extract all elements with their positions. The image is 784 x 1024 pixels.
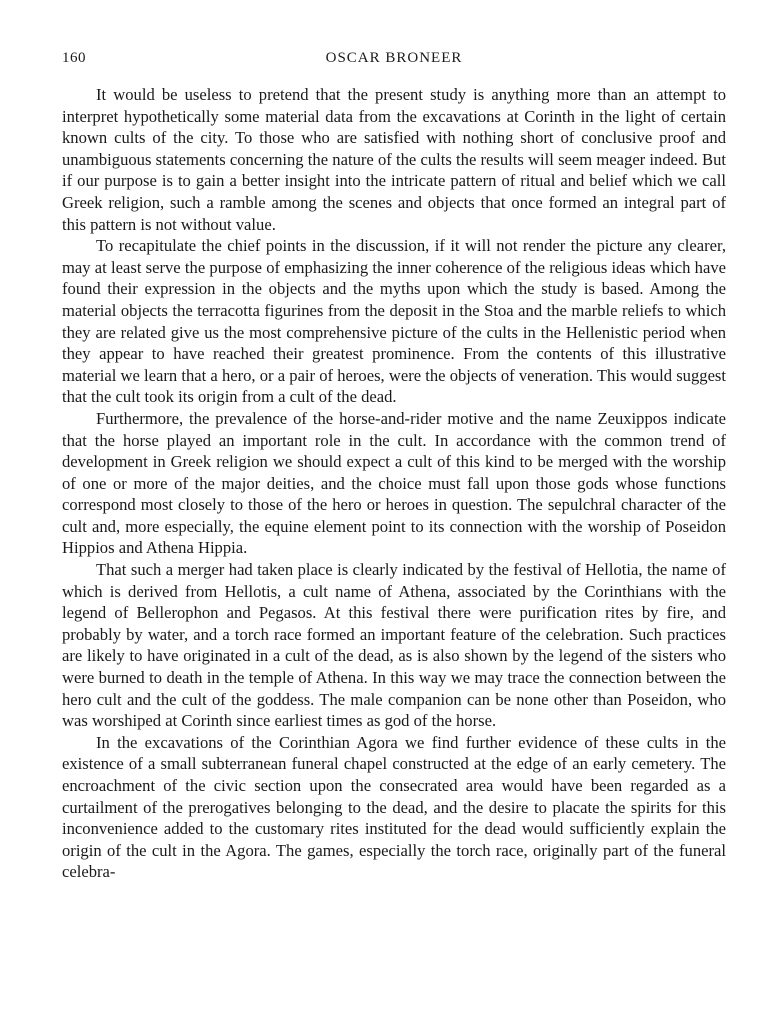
body-text [62, 84, 726, 883]
paragraph-3: Furthermore, the prevalence of the horse-and-rider motive and the name Zeuxippos indicate that the horse played an important role in the cult. In accordance with the common trend of development in Greek religion we should expect a cult of this kind to be merged with the worship of one or more of the major deities, and the choice must fall upon those gods whose functions correspond most closely to those of the hero or heroes in question. The sepulchral character of the cult and, more especially, the equine element point to its connection with the worship of Poseidon Hippios and Athena Hippia. [62, 408, 726, 558]
page-number: 160 [62, 50, 86, 66]
running-head [62, 46, 726, 72]
paragraph-4: That such a merger had taken place is clearly indicated by the festival of Hellotia, the name of which is derived from Hellotis, a cult name of Athena, associated by the Corinthians with the legend of Bellerophon and Pegasos. At this festival there were purification rites by fire, and probably by water, and a torch race formed an important feature of the celebration. Such practices are likely to have originated in a cult of the dead, as is also shown by the legend of the sisters who were burned to death in the temple of Athena. In this way we may trace the connection between the hero cult and the cult of the goddess. The male companion can be none other than Poseidon, who was worshiped at Corinth since earliest times as god of the horse. [62, 560, 726, 731]
paragraph-1: It would be useless to pretend that the present study is anything more than an attempt to interpret hypothetically some material data from the excavations at Corinth in the light of certain known cults of the city. To those who are satisfied with nothing short of conclusive proof and unambiguous statements concerning the nature of the cults the results will seem meager indeed. But if our purpose is to gain a better insight into the intricate pattern of ritual and belief which we call Greek religion, such a ramble among the scenes and objects that once formed an integral part of this pattern is not without value. [62, 85, 726, 234]
paragraph-2: To recapitulate the chief points in the discussion, if it will not render the picture any clearer, may at least serve the purpose of emphasizing the inner coherence of the religious ideas which have found their expression in the objects and the myths upon which the study is based. Among the material objects the terracotta figurines from the deposit in the Stoa and the marble reliefs to which they are related give us the most comprehensive picture of the cults in the Hellenistic period when they appear to have reached their greatest prominence. From the contents of this illustrative material we learn that a hero, or a pair of heroes, were the objects of veneration. This would suggest that the cult took its origin from a cult of the dead. [62, 236, 726, 407]
running-title: OSCAR BRONEER [325, 50, 463, 66]
paragraph-5: In the excavations of the Corinthian Agora we find further evidence of these cults in the existence of a small subterranean funeral chapel constructed at the edge of an early cemetery. The encroachment of the civic section upon the consecrated area would have been regarded as a curtailment of the prerogatives belonging to the dead, and the desire to placate the spirits for this inconvenience added to the customary rites instituted for the dead would sufficiently explain the origin of the cult in the Agora. The games, especially the torch race, originally part of the funeral celebra- [62, 732, 726, 882]
page [62, 46, 726, 883]
